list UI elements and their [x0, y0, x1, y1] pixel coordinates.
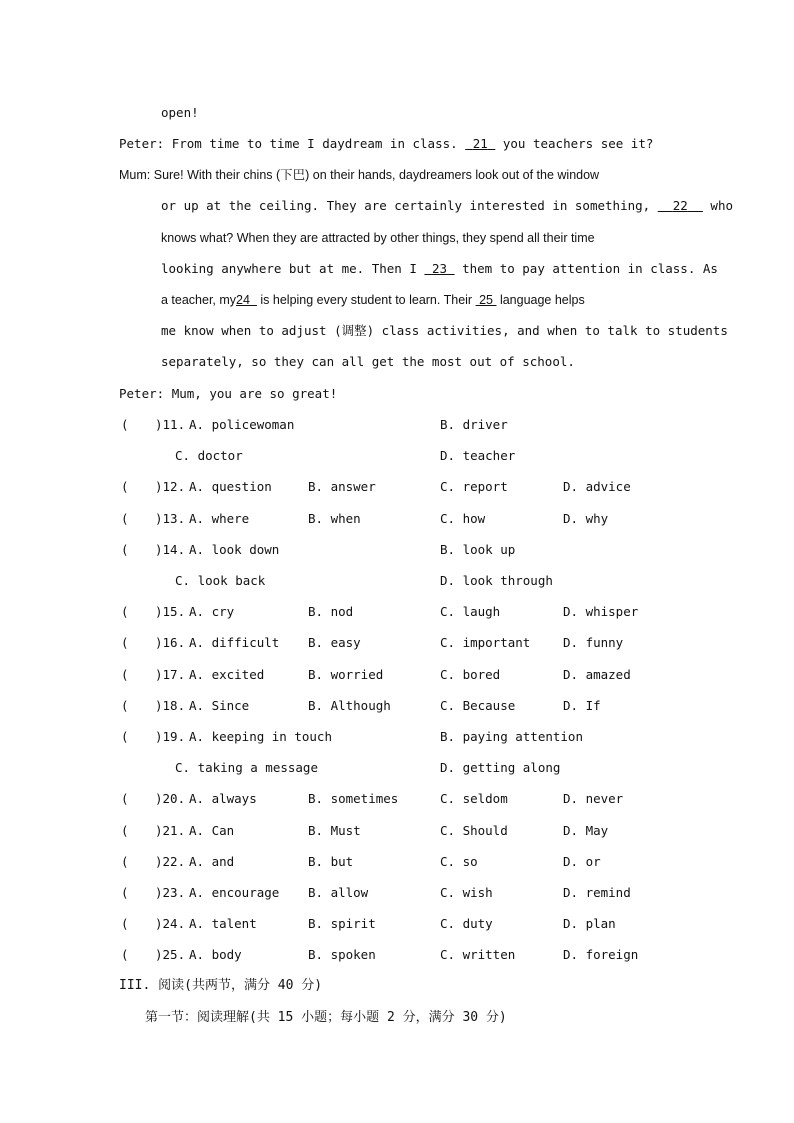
speaker: Peter: [119, 386, 165, 401]
text: separately, so they can all get the most out of school. [161, 354, 575, 369]
option-c: C. important [440, 635, 531, 651]
text-line [161, 198, 733, 214]
option-d: D. amazed [563, 666, 631, 682]
answer-paren: ( [121, 510, 129, 526]
option-b: B. spoken [308, 947, 376, 963]
option-c: C. laugh [440, 604, 501, 620]
text: Mum, you are so great! [171, 386, 338, 401]
option-b: B. look up [440, 541, 516, 557]
text: looking anywhere but at me. Then I [161, 261, 417, 276]
option-b: B. easy [308, 635, 361, 651]
option-b: B. but [308, 853, 354, 869]
text: me know when to adjust (调整) class activities, and when to talk to students [161, 323, 728, 338]
question-number: )21. [155, 822, 186, 838]
text-line [161, 323, 728, 339]
answer-paren: ( [121, 791, 129, 807]
question-number: )22. [155, 853, 186, 869]
option-c: C. doctor [175, 448, 243, 464]
option-d: D. why [563, 510, 609, 526]
blank-22: 22 [672, 198, 688, 213]
question-number: )24. [155, 916, 186, 932]
answer-paren: ( [121, 604, 129, 620]
speaker: Mum: [119, 168, 151, 182]
option-c: C. Should [440, 822, 508, 838]
blank-21: 21 [472, 136, 488, 151]
text-line [161, 292, 585, 308]
text: From time to time I daydream in class. [171, 136, 458, 151]
option-a: A. policewoman [189, 417, 295, 432]
option-a: A. encourage [189, 885, 280, 900]
option-d: D. If [563, 697, 601, 713]
option-c: C. seldom [440, 791, 508, 807]
answer-paren: ( [121, 541, 129, 557]
question-number: )15. [155, 604, 186, 620]
option-b: B. spirit [308, 916, 376, 932]
question-number: )16. [155, 635, 186, 651]
question-number: )12. [155, 479, 186, 495]
option-b: B. Although [308, 697, 391, 713]
answer-paren: ( [121, 822, 129, 838]
text: Sure! With their chins (下巴) on their hands, daydreamers look out of the window [153, 168, 600, 182]
option-a: A. keeping in touch [189, 729, 332, 744]
text-line [161, 261, 718, 277]
option-b: B. paying attention [440, 729, 583, 744]
option-b: B. when [308, 510, 361, 526]
text: you teachers see it? [502, 136, 654, 151]
text: language helps [499, 293, 585, 307]
option-c: C. wish [440, 885, 493, 900]
text: open! [161, 105, 199, 120]
option-a: A. look down [189, 541, 280, 557]
option-d: D. whisper [563, 604, 639, 620]
option-c: C. how [440, 510, 486, 526]
question-number: )20. [155, 791, 186, 807]
option-c: C. report [440, 479, 508, 495]
question-number: )23. [155, 885, 186, 900]
question-number: )14. [155, 541, 186, 557]
option-d: D. May [563, 822, 609, 838]
option-d: D. teacher [440, 448, 516, 464]
question-number: )19. [155, 729, 186, 744]
option-d: D. look through [440, 573, 553, 588]
text: a teacher, my [161, 293, 237, 307]
option-d: D. never [563, 791, 624, 807]
text: who [710, 198, 733, 213]
option-d: D. plan [563, 916, 616, 932]
option-a: A. cry [189, 604, 235, 620]
text: or up at the ceiling. They are certainly interested in something, [161, 198, 651, 213]
option-c: C. written [440, 947, 516, 963]
option-d: D. getting along [440, 760, 561, 776]
blank-25: 25 [479, 293, 493, 307]
option-c: C. Because [440, 697, 516, 713]
answer-paren: ( [121, 666, 129, 682]
option-c: C. so [440, 853, 478, 869]
text-line [119, 167, 599, 183]
answer-paren: ( [121, 635, 129, 651]
text-line [161, 230, 595, 246]
answer-paren: ( [121, 853, 129, 869]
text-line [119, 386, 337, 402]
option-d: D. advice [563, 479, 631, 495]
option-a: A. body [189, 947, 242, 963]
question-number: )18. [155, 697, 186, 713]
option-d: D. remind [563, 885, 631, 900]
option-a: A. Since [189, 697, 250, 713]
answer-paren: ( [121, 479, 129, 495]
answer-paren: ( [121, 417, 129, 432]
answer-paren: ( [121, 916, 129, 932]
question-number: )13. [155, 510, 186, 526]
option-b: B. driver [440, 417, 508, 432]
option-a: A. Can [189, 822, 235, 838]
answer-paren: ( [121, 697, 129, 713]
option-a: A. difficult [189, 635, 280, 651]
text: is helping every student to learn. Their [260, 293, 473, 307]
option-b: B. worried [308, 666, 384, 682]
option-a: A. excited [189, 666, 265, 682]
option-a: A. question [189, 479, 272, 495]
option-d: D. foreign [563, 947, 639, 963]
option-b: B. Must [308, 822, 361, 838]
option-b: B. sometimes [308, 791, 399, 807]
text: them to pay attention in class. As [462, 261, 718, 276]
option-d: D. or [563, 853, 601, 869]
option-a: A. and [189, 853, 235, 869]
text-line [161, 105, 199, 121]
question-number: )17. [155, 666, 186, 682]
option-d: D. funny [563, 635, 624, 651]
section-subtitle: 第一节：阅读理解(共 15 小题；每小题 2 分，满分 30 分) [145, 1010, 507, 1025]
section-title: III. 阅读(共两节，满分 40 分) [119, 978, 323, 993]
blank-23: 23 [431, 261, 447, 276]
text-line [161, 354, 575, 370]
blank-24: 24 [236, 293, 250, 307]
question-number: )25. [155, 947, 186, 963]
option-c: C. duty [440, 916, 493, 932]
answer-paren: ( [121, 729, 129, 744]
question-number: )11. [155, 417, 186, 432]
option-c: C. taking a message [175, 760, 318, 776]
option-b: B. allow [308, 885, 369, 900]
option-a: A. where [189, 510, 250, 526]
answer-paren: ( [121, 947, 129, 963]
option-b: B. answer [308, 479, 376, 495]
option-c: C. bored [440, 666, 501, 682]
answer-paren: ( [121, 885, 129, 900]
text: knows what? When they are attracted by other things, they spend all their time [161, 231, 595, 245]
option-a: A. always [189, 791, 257, 807]
option-a: A. talent [189, 916, 257, 932]
option-c: C. look back [175, 573, 266, 588]
speaker: Peter: [119, 136, 165, 151]
text-line [119, 136, 653, 152]
option-b: B. nod [308, 604, 354, 620]
